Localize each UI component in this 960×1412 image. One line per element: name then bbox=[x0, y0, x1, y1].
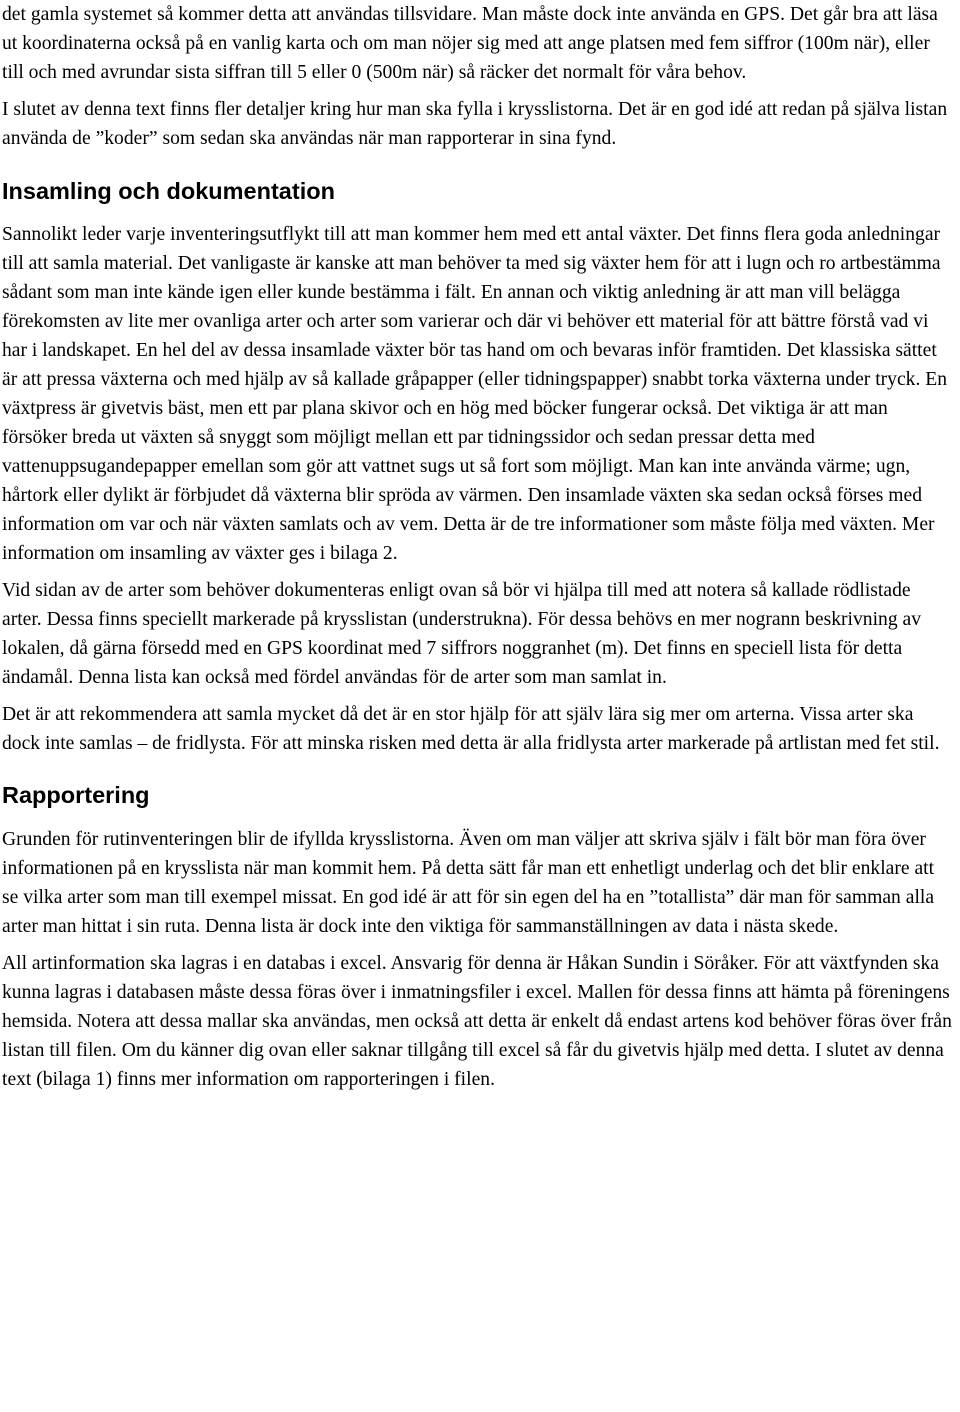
heading-reporting: Rapportering bbox=[2, 782, 150, 808]
heading-collection-documentation: Insamling och dokumentation bbox=[2, 178, 335, 204]
paragraph-redlisted-species: Vid sidan av de arter som behöver dokumenteras enligt ovan så bör vi hjälpa till med att notera så kallade rödlistade arter. Dessa finns speciellt markerade på krysslistan (understrukna). För dessa behövs en mer nogrann beskrivning av lokalen, då gärna försedd med en GPS koordinat med 7 siffrors noggranhet (m). Det finns en speciell lista för detta ändamål. Denna lista kan också med fördel användas för de arter som man samlat in. bbox=[2, 580, 922, 688]
paragraph-excel-database: All artinformation ska lagras i en databas i excel. Ansvarig för denna är Håkan Sundin i Söråker. För att växtfynden ska kunna lagras i databasen måste dessa föras över i inmatningsfiler i excel. Mallen för dessa finns att hämta på föreningens hemsida. Notera att dessa mallar ska användas, men också att detta är enkelt då endast artens kod behöver föras över från listan till filen. Om du känner dig ovan eller saknar tillgång till excel så får du givetvis hjälp med detta. I slutet av denna text (bilaga 1) finns mer information om rapporteringen i filen. bbox=[2, 953, 952, 1090]
document-page bbox=[2, 0, 954, 1094]
paragraph-protected-species: Det är att rekommendera att samla mycket då det är en stor hjälp för att själv lära sig mer om arterna. Vissa arter ska dock inte samlas – de fridlysta. För att minska risken med detta är alla fridlysta arter markerade på artlistan med fet stil. bbox=[2, 704, 940, 754]
paragraph-checklist-codes: I slutet av denna text finns fler detaljer kring hur man ska fylla i krysslistorna. Det är en god idé att redan på själva listan använda de ”koder” som sedan ska användas när man rapporterar in sina fynd. bbox=[2, 99, 948, 149]
paragraph-collecting-material: Sannolikt leder varje inventeringsutflykt till att man kommer hem med ett antal växter. Det finns flera goda anledningar till att samla material. Det vanligaste är kanske att man behöver ta med sig växter hem för att i lugn och ro artbestämma sådant som man inte kände igen eller kunde bestämma i fält. En annan och viktig anledning är att man vill belägga förekomsten av lite mer ovanliga arter och arter som varierar och där vi behöver ett material för att bättre förstå vad vi har i landskapet. En hel del av dessa insamlade växter bör tas hand om och bevaras inför framtiden. Det klassiska sättet är att pressa växterna och med hjälp av så kallade gråpapper (eller tidningspapper) snabbt torka växterna under tryck. En växtpress är givetvis bäst, men ett par plana skivor och en hög med böcker fungerar också. Det viktiga är att man försöker breda ut växten så snyggt som möjligt mellan ett par tidningssidor och sedan pressar detta med vattenuppsugandepapper emellan som gör att vattnet sugs ut så fort som möjligt. Man kan inte använda värme; ugn, hårtork eller dylikt är förbjudet då växterna blir spröda av värmen. Den insamlade växten ska sedan också förses med information om var och när växten samlats och av vem. Detta är de tre informationer som måste följa med växten. Mer information om insamling av växter ges i bilaga 2. bbox=[2, 224, 948, 564]
paragraph-checklists-basis: Grunden för rutinventeringen blir de ifyllda krysslistorna. Även om man väljer att skriva själv i fält bör man föra över informationen på en krysslista när man kommit hem. På detta sätt får man ett enhetligt underlag och det blir enklare att se vilka arter som man till exempel missat. En god idé är att för sin egen del ha en ”totallista” där man för samman alla arter man hittat i sin ruta. Denna lista är dock inte den viktiga för sammanställningen av data i nästa skede. bbox=[2, 829, 935, 937]
paragraph-gps-coordinates: det gamla systemet så kommer detta att användas tillsvidare. Man måste dock inte använda en GPS. Det går bra att läsa ut koordinaterna också på en vanlig karta och om man nöjer sig med att ange platsen med fem siffror (100m när), eller till och med avrundar sista siffran till 5 eller 0 (500m när) så räcker det normalt för våra behov. bbox=[2, 4, 938, 83]
